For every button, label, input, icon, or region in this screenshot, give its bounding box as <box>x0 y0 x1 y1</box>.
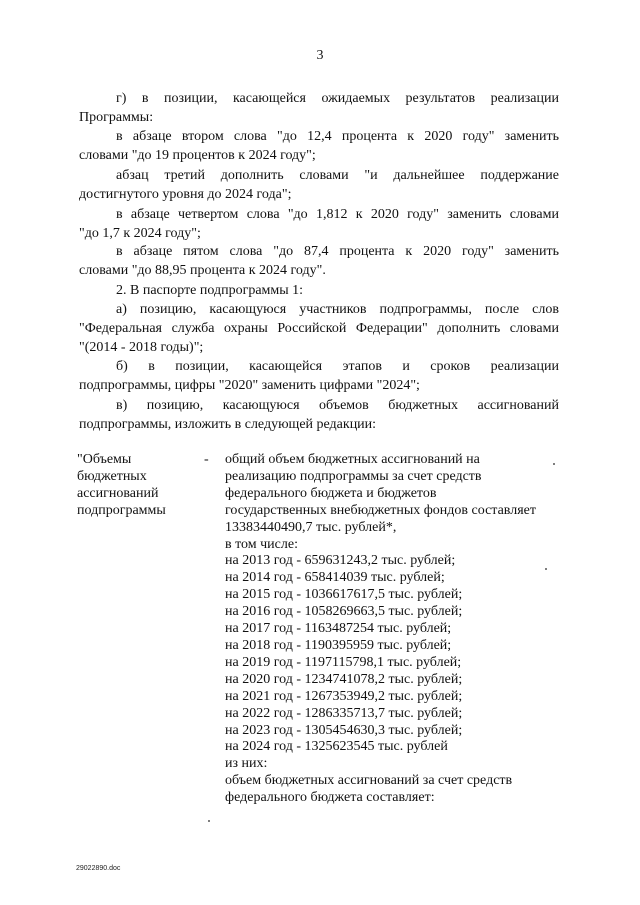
text-line: подпрограммы, цифры "2020" заменить цифрами "2024"; <box>79 378 420 393</box>
right-line: федерального бюджета составляет: <box>225 790 435 806</box>
paragraph-third <box>79 166 559 204</box>
year-line: на 2023 год - 1305454630,3 тыс. рублей; <box>225 722 463 738</box>
right-line: реализацию подпрограммы за счет средств <box>225 468 482 484</box>
right-line: из них: <box>225 756 268 772</box>
page-number: 3 <box>316 48 324 63</box>
year-line: на 2014 год - 658414039 тыс. рублей; <box>225 570 445 586</box>
year-line: на 2019 год - 1197115798,1 тыс. рублей; <box>225 654 462 670</box>
year-line: на 2017 год - 1163487254 тыс. рублей; <box>225 621 452 637</box>
text-line: в абзаце пятом слова "до 87,4 процента к 2020 году" заменить <box>116 244 559 259</box>
paragraph-fifth <box>79 242 559 280</box>
text-line: "(2014 - 2018 годы)"; <box>79 340 204 355</box>
year-line: на 2013 год - 659631243,2 тыс. рублей; <box>225 553 456 569</box>
text-line: словами "до 19 процентов к 2024 году"; <box>79 148 316 163</box>
text-line: в) позицию, касающуюся объемов бюджетных ассигнований <box>116 398 559 413</box>
paragraph-second <box>79 127 559 165</box>
paragraph-b <box>79 357 559 395</box>
text-line: в абзаце втором слова "до 12,4 процента к 2020 году" заменить <box>116 129 559 144</box>
year-line: на 2016 год - 1058269663,5 тыс. рублей; <box>225 604 463 620</box>
table-right-cell <box>225 452 555 807</box>
scan-speck <box>545 568 547 570</box>
left-line: ассигнований <box>77 485 159 501</box>
year-line: на 2015 год - 1036617617,5 тыс. рублей; <box>225 587 463 603</box>
paragraph-fourth <box>79 205 559 243</box>
paragraph-g <box>79 89 559 127</box>
text-line: Программы: <box>79 110 154 125</box>
text-line: подпрограммы, изложить в следующей редакции: <box>79 417 377 432</box>
year-line: на 2021 год - 1267353949,2 тыс. рублей; <box>225 688 463 704</box>
text-line: достигнутого уровня до 2024 года"; <box>79 187 292 202</box>
table-left-cell <box>77 452 197 520</box>
right-line: в том числе: <box>225 536 298 552</box>
text-line: словами "до 88,95 процента к 2024 году". <box>79 263 326 278</box>
year-line: на 2020 год - 1234741078,2 тыс. рублей; <box>225 671 463 687</box>
left-line: "Объемы <box>77 452 132 467</box>
paragraph-a <box>79 300 559 357</box>
text-line: абзац третий дополнить словами "и дальнейшее поддержание <box>116 168 559 183</box>
footer-filename: 29022890.doc <box>76 865 121 872</box>
scan-speck <box>553 463 555 465</box>
text-line: а) позицию, касающуюся участников подпрограммы, после слов <box>116 302 559 317</box>
text-line: 2. В паспорте подпрограммы 1: <box>116 283 304 298</box>
scan-speck <box>208 820 210 822</box>
table-dash: - <box>204 452 209 467</box>
year-line: на 2018 год - 1190395959 тыс. рублей; <box>225 637 452 653</box>
right-line: общий объем бюджетных ассигнований на <box>225 452 480 467</box>
paragraph-v <box>79 396 559 434</box>
year-line: на 2022 год - 1286335713,7 тыс. рублей; <box>225 705 463 721</box>
year-line: на 2024 год - 1325623545 тыс. рублей <box>225 739 448 755</box>
text-line: в абзаце четвертом слова "до 1,812 к 2020 году" заменить словами <box>116 207 559 222</box>
paragraph-passport <box>79 281 559 300</box>
right-line: государственных внебюджетных фондов составляет <box>225 502 536 518</box>
right-line: 13383440490,7 тыс. рублей*, <box>225 519 397 535</box>
text-line: б) в позиции, касающейся этапов и сроков реализации <box>116 359 559 374</box>
text-line: г) в позиции, касающейся ожидаемых результатов реализации <box>116 91 559 106</box>
left-line: подпрограммы <box>77 502 166 518</box>
left-line: бюджетных <box>77 468 147 484</box>
right-line: объем бюджетных ассигнований за счет средств <box>225 773 513 789</box>
text-line: "Федеральная служба охраны Российской Федерации" дополнить словами <box>79 321 559 336</box>
right-line: федерального бюджета и бюджетов <box>225 485 437 501</box>
text-line: "до 1,7 к 2024 году"; <box>79 226 201 241</box>
